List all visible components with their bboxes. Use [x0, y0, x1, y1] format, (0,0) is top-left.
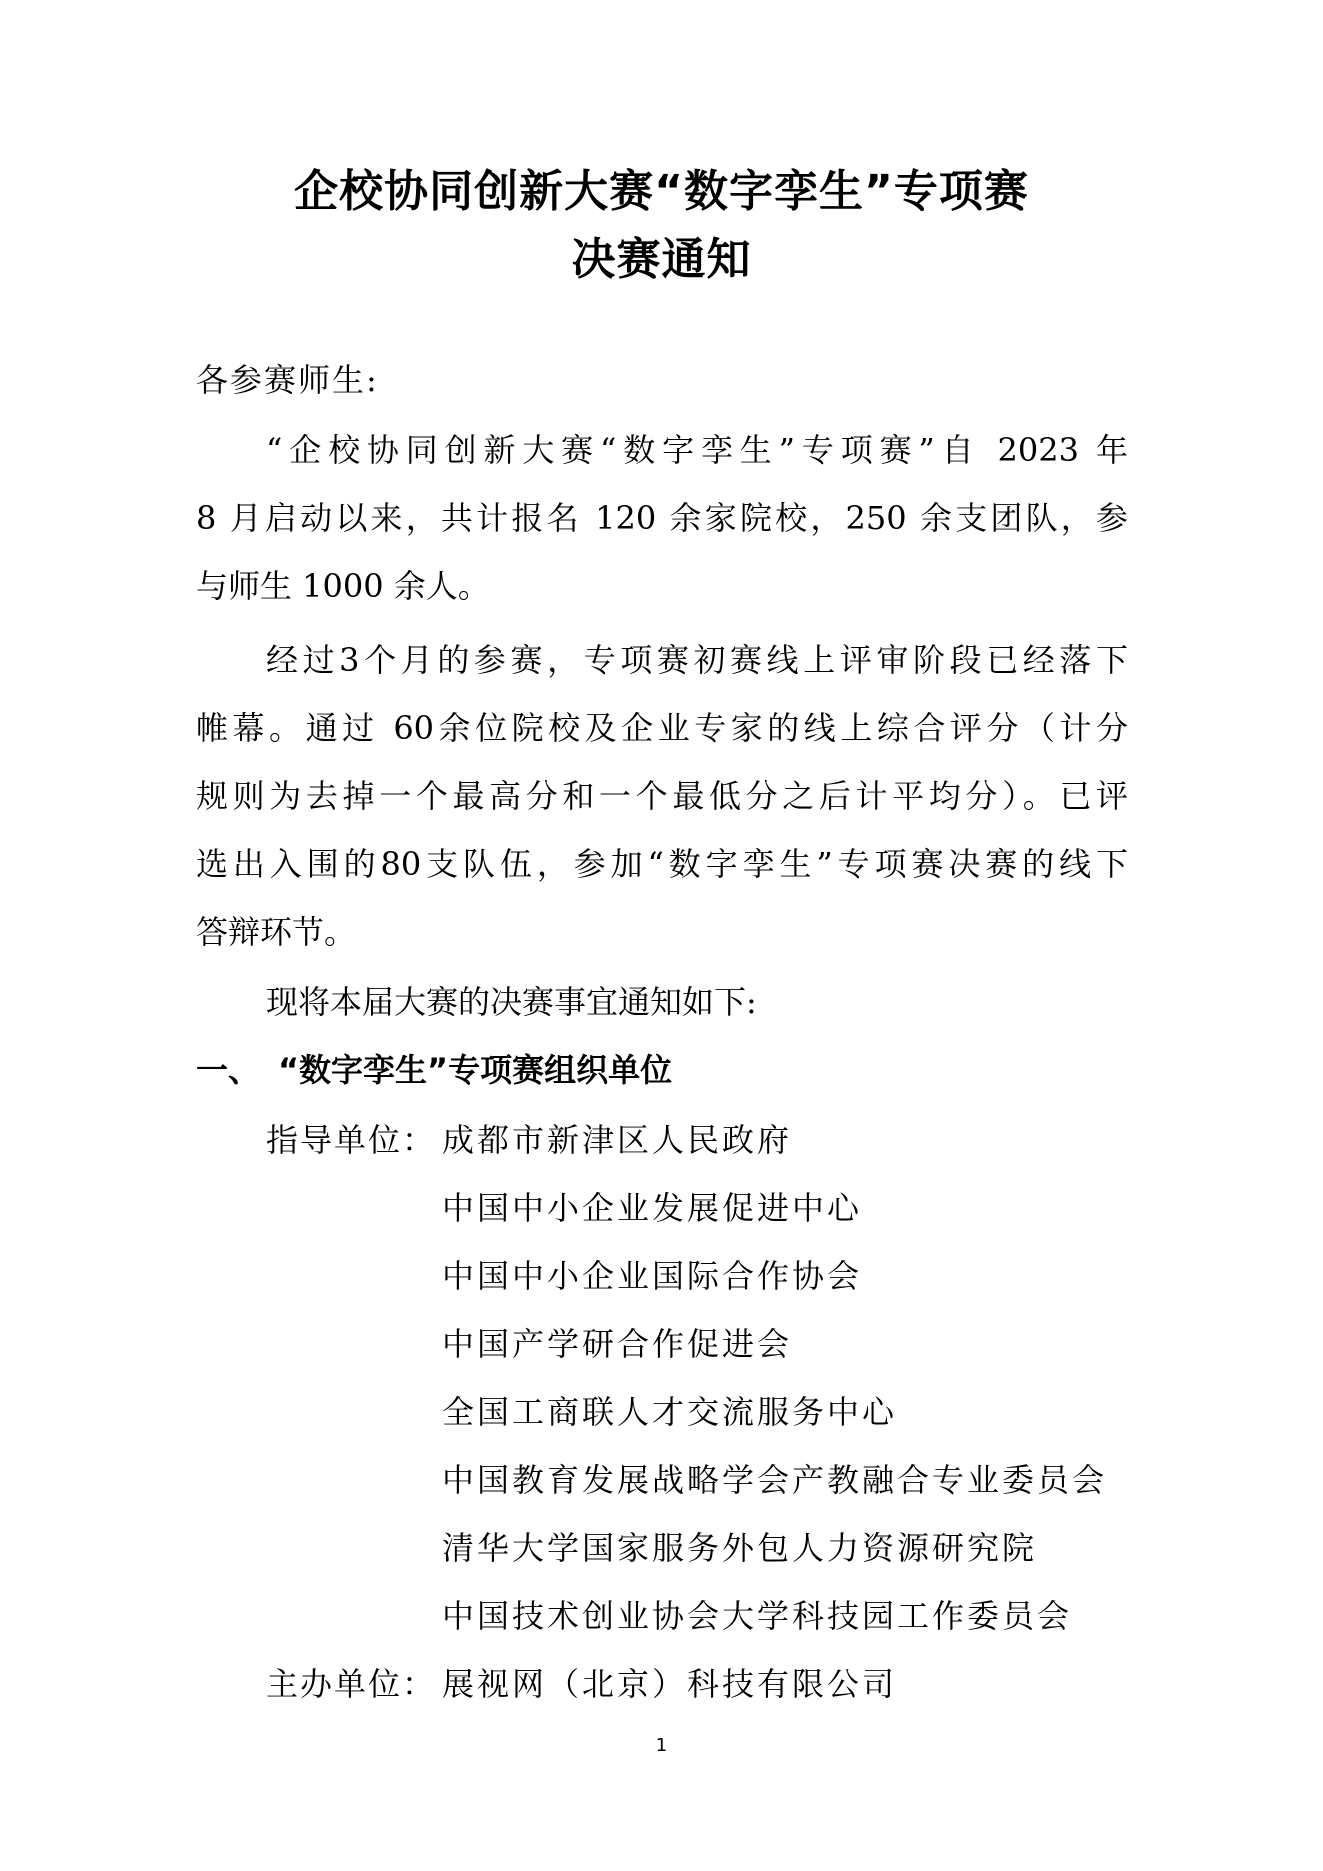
guidance-unit: 中国教育发展战略学会产教融合专业委员会 [442, 1461, 1108, 1499]
section-heading [196, 1050, 672, 1090]
guidance-unit: 清华大学国家服务外包人力资源研究院 [442, 1529, 1038, 1567]
greeting: 各参赛师生: [196, 361, 379, 399]
paragraph-line: 与师生 1000 余人。 [196, 567, 490, 605]
paragraph-line: 答辩环节。 [196, 913, 357, 951]
paragraph-line: “企校协同创新大赛“数字孪生”专项赛”自 2023 年 [266, 431, 1128, 469]
host-label: 主办单位： [266, 1665, 437, 1703]
guidance-unit: 全国工商联人才交流服务中心 [442, 1393, 898, 1431]
page-number: 1 [655, 1735, 668, 1756]
host-unit: 展视网（北京）科技有限公司 [442, 1665, 898, 1703]
paragraph-line: 现将本届大赛的决赛事宜通知如下: [266, 983, 757, 1021]
section-title: “数字孪生”专项赛组织单位 [278, 1051, 673, 1089]
paragraph-line: 经过3个月的参赛，专项赛初赛线上评审阶段已经落下 [266, 641, 1128, 679]
paragraph-line: 规则为去掉一个最高分和一个最低分之后计平均分）。已评 [196, 777, 1128, 815]
document-subtitle: 决赛通知 [571, 234, 752, 285]
guidance-label: 指导单位： [266, 1121, 437, 1159]
document-title: 企校协同创新大赛“数字孪生”专项赛 [294, 166, 1029, 217]
guidance-unit: 中国产学研合作促进会 [442, 1325, 793, 1363]
section-number: 一、 [196, 1051, 261, 1089]
paragraph-line: 8 月启动以来，共计报名 120 余家院校，250 余支团队，参 [196, 499, 1128, 537]
guidance-unit: 成都市新津区人民政府 [442, 1121, 793, 1159]
paragraph-line: 帷幕。通过 60余位院校及企业专家的线上综合评分（计分 [196, 709, 1128, 747]
guidance-unit: 中国中小企业国际合作协会 [442, 1257, 863, 1295]
guidance-unit: 中国技术创业协会大学科技园工作委员会 [442, 1597, 1073, 1635]
guidance-unit: 中国中小企业发展促进中心 [442, 1189, 863, 1227]
paragraph-line: 选出入围的80支队伍，参加“数字孪生”专项赛决赛的线下 [196, 845, 1128, 883]
